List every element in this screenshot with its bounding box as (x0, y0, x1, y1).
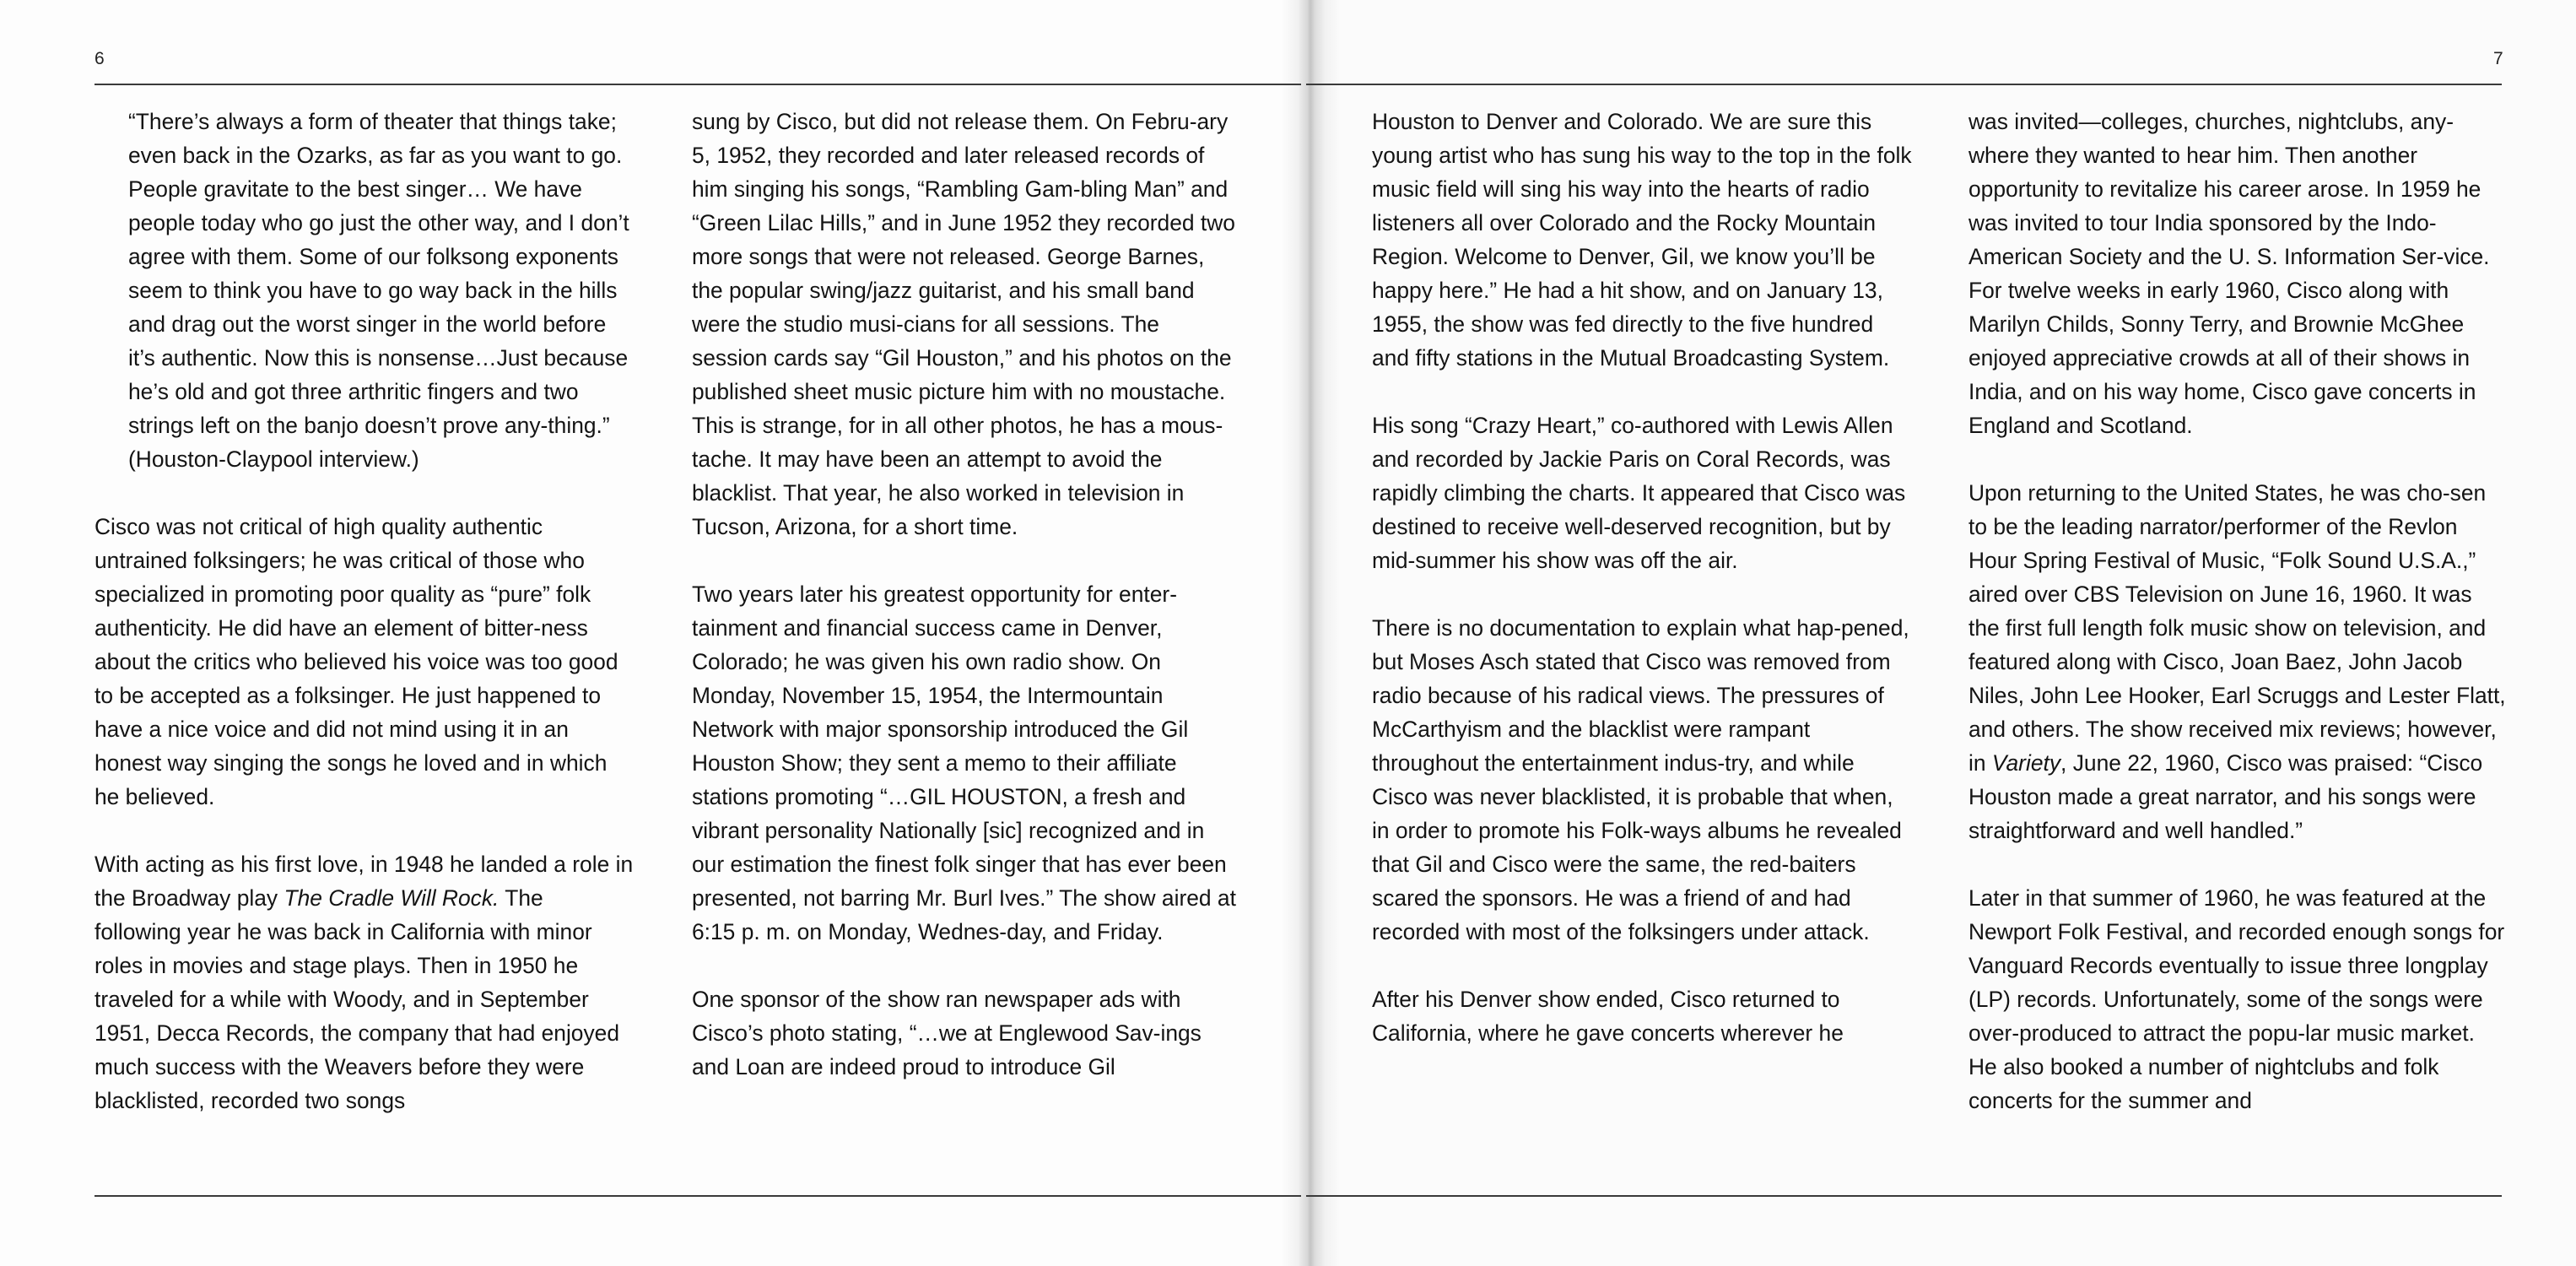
paragraph-text: With acting as his first love, in 1948 he landed a role in the Broadway play (95, 852, 634, 911)
text-column-4 (1968, 105, 2508, 1117)
paragraph: One sponsor of the show ran newspaper ads with Cisco’s photo stating, “…we at Englewood Sav-ings and Loan are indeed proud to introduce Gil (692, 987, 1202, 1079)
paragraph: sung by Cisco, but did not release them. On Febru-ary 5, 1952, they recorded and later released records of him singing his songs, “Rambling Gam-bling Man” and “Green Lilac Hills,” and in June 1952 they recorded two more songs that were not released. George Barnes, the popular swing/jazz guitarist, and his small band were the studio musi-cians for all sessions. The session cards say “Gil Houston,” and his photos on the published sheet music picture him with no moustache. This is strange, for in all other photos, he has a mous-tache. It may have been an attempt to avoid the blacklist. That year, he also worked in television in Tucson, Arizona, for a short time. (692, 109, 1235, 539)
publication-title: Variety (1991, 750, 2061, 776)
paragraph: There is no documentation to explain what hap-pened, but Moses Asch stated that Cisco was removed from radio because of his radical views. The pressures of McCarthyism and the blacklist were rampant throughout the entertainment indus-try, and while Cisco was never blacklisted, it is probable that when, in order to promote his Folk-ways albums he revealed that Gil and Cisco were the same, the red-baiters scared the sponsors. He was a friend of and had recorded with most of the folksingers under attack. (1372, 615, 1909, 944)
paragraph: Two years later his greatest opportunity for enter-tainment and financial success came in Denver, Colorado; he was given his own radio show. On Monday, November 15, 1954, the Intermountain Network with major sponsorship introduced the Gil Houston Show; they sent a memo to their affiliate stations promoting “…GIL HOUSTON, a fresh and vibrant personality Nationally [sic] recognized and in our estimation the finest folk singer that has ever been presented, not barring Mr. Burl Ives.” The show aired at 6:15 p. m. on Monday, Wednes-day, and Friday. (692, 582, 1236, 944)
paragraph-text: The following year he was back in California with minor roles in movies and stage plays. Then in 1950 he traveled for a while with Woody, and in September 1951, Decca Records, the company that had enjoyed much success with the Weavers before they were blacklisted, recorded two songs (95, 885, 620, 1113)
paragraph: Later in that summer of 1960, he was featured at the Newport Folk Festival, and recorded enough songs for Vanguard Records eventually to issue three longplay (LP) records. Unfortunately, some of the songs were over-produced to attract the popu-lar music market. He also booked a number of nightclubs and folk concerts for the summer and (1968, 885, 2505, 1113)
book-gutter (1281, 0, 1340, 1266)
text-column-1 (95, 105, 635, 1117)
page-number-right: 7 (2493, 49, 2503, 68)
paragraph: “There’s always a form of theater that things take; even back in the Ozarks, as far as you want to go. People gravitate to the best singer… We have people today who go just the other way, and I don’t agree with them. Some of our folksong exponents seem to think you have to go way back in the hills and drag out the worst singer in the world before it’s authentic. Now this is nonsense…Just because he’s old and got three arthritic fingers and two strings left on the banjo doesn’t prove any-thing.” (Houston-Claypool interview.) (128, 109, 629, 472)
paragraph: His song “Crazy Heart,” co-authored with Lewis Allen and recorded by Jackie Paris on Coral Records, was rapidly climbing the charts. It appeared that Cisco was destined to receive well-deserved recognition, but by mid-summer his show was off the air. (1372, 413, 1906, 573)
top-rule-right (1306, 84, 2502, 85)
paragraph: Cisco was not critical of high quality authentic untrained folksingers; he was critical of those who specialized in promoting poor quality as “pure” folk authenticity. He did have an element of bitter-ness about the critics who believed his voice was too good to be accepted as a folksinger. He just happened to have a nice voice and did not mind using it in an honest way singing the songs he loved and in which he believed. (95, 514, 618, 809)
paragraph (95, 847, 635, 1117)
paragraph-text: , June 22, 1960, Cisco was praised: “Cisco Houston made a great narrator, and his songs were straightforward and well handled.” (1968, 750, 2483, 843)
bottom-rule-right (1306, 1195, 2502, 1197)
text-column-3 (1372, 105, 1912, 1050)
paragraph: After his Denver show ended, Cisco returned to California, where he gave concerts wherever he (1372, 987, 1844, 1046)
paragraph (1968, 476, 2508, 847)
top-rule-left (95, 84, 1301, 85)
paragraph-text: Upon returning to the United States, he was cho-sen to be the leading narrator/performer of the Revlon Hour Spring Festival of Music, “Folk Sound U.S.A.,” aired over CBS Television on June 16, 1960. It was the first full length folk music show on television, and featured along with Cisco, Joan Baez, John Jacob Niles, John Lee Hooker, Earl Scruggs and Lester Flatt, and others. The show received mix reviews; however, in (1968, 480, 2506, 776)
page-number-left: 6 (95, 49, 105, 68)
paragraph: Houston to Denver and Colorado. We are sure this young artist who has sung his way to the top in the folk music field will sing his way into the hearts of radio listeners all over Colorado and the Rocky Mountain Region. Welcome to Denver, Gil, we know you’ll be happy here.” He had a hit show, and on January 13, 1955, the show was fed directly to the five hundred and fifty stations in the Mutual Broadcasting System. (1372, 109, 1912, 371)
paragraph: was invited—colleges, churches, nightclubs, any-where they wanted to hear him. Then another opportunity to revitalize his career arose. In 1959 he was invited to tour India sponsored by the Indo-American Society and the U. S. Information Ser-vice. For twelve weeks in early 1960, Cisco along with Marilyn Childs, Sonny Terry, and Brownie McGhee enjoyed appreciative crowds at all of their shows in India, and on his way home, Cisco gave concerts in England and Scotland. (1968, 109, 2490, 438)
text-column-2 (692, 105, 1240, 1084)
bottom-rule-left (95, 1195, 1301, 1197)
play-title: The Cradle Will Rock. (284, 885, 500, 911)
